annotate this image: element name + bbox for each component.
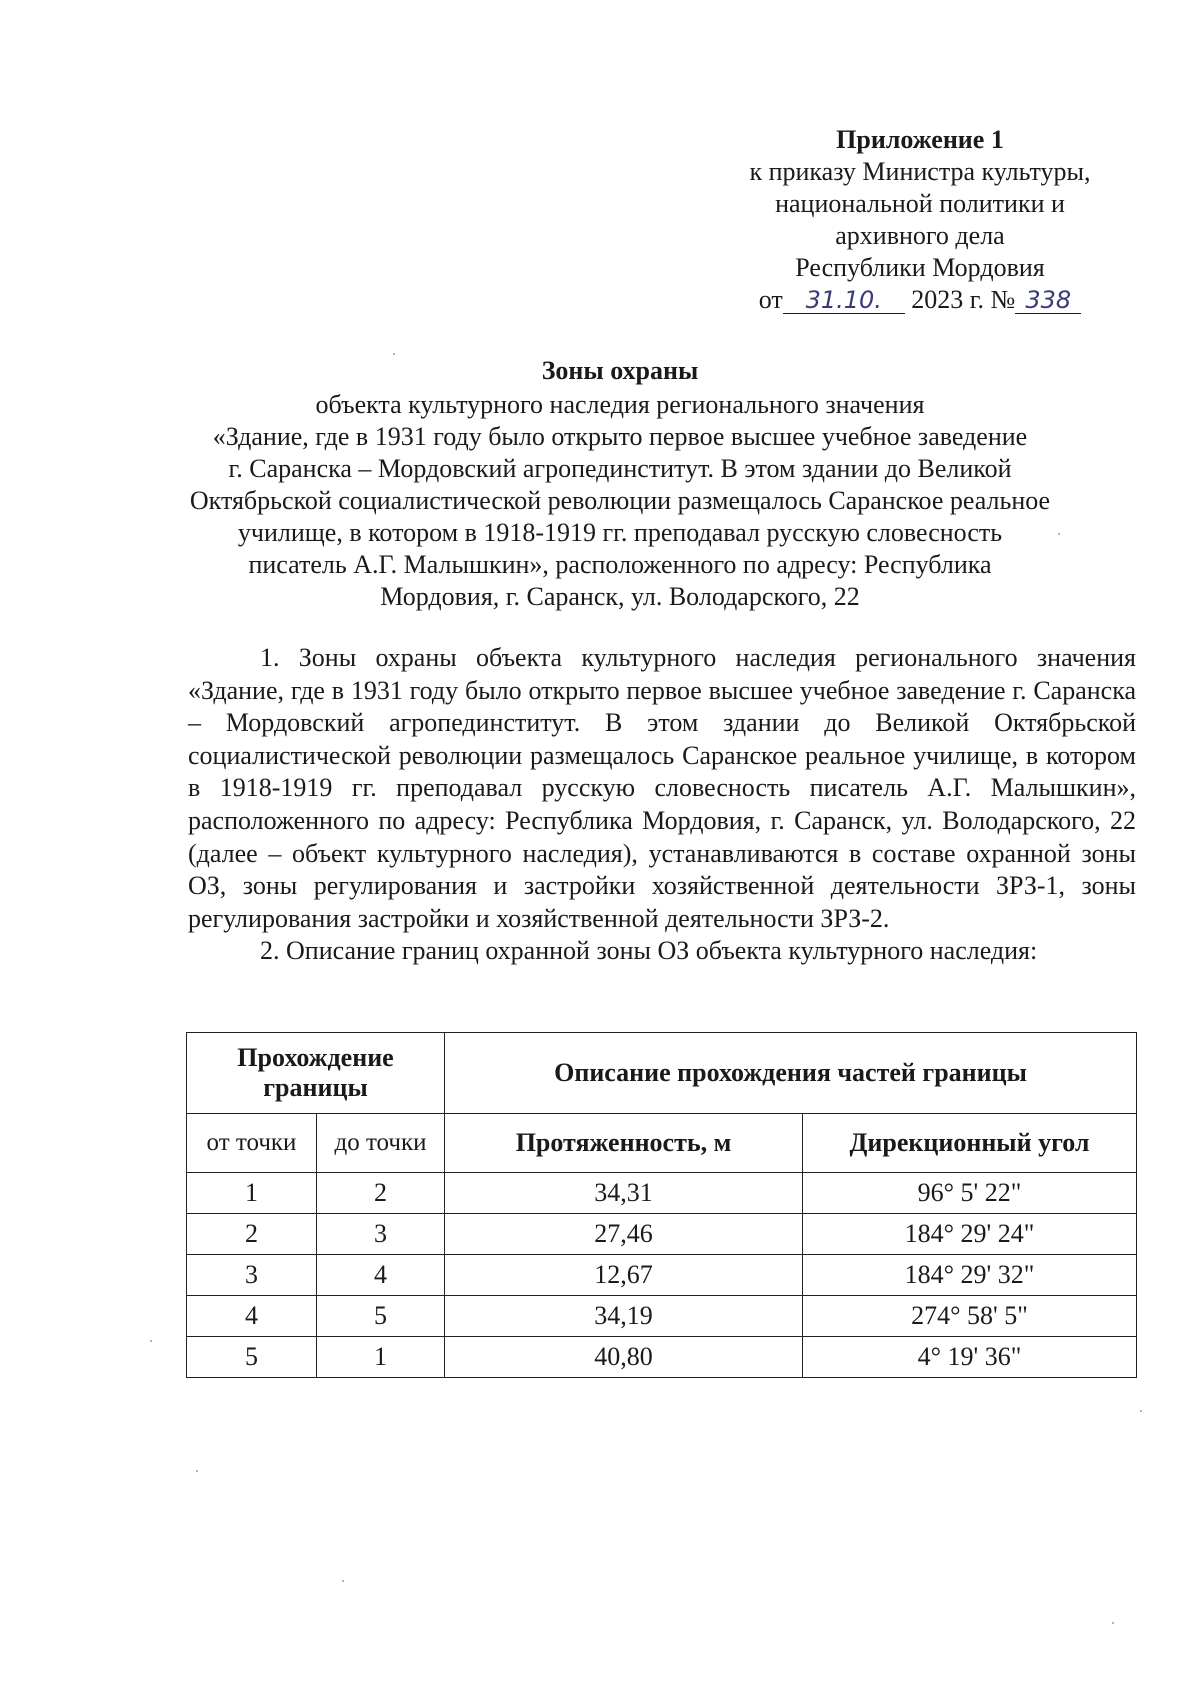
cell-to: 2: [317, 1173, 445, 1214]
cell-from: 1: [187, 1173, 317, 1214]
cell-to: 4: [317, 1255, 445, 1296]
subtitle-line: г. Саранска – Мордовский агропединститут. В этом здании до Великой: [228, 454, 1012, 483]
paragraph-1: 1. Зоны охраны объекта культурного наследия регионального значения «Здание, где в 1931 году было открыто первое высшее учебное заведение г. Саранска – Мордовский агропединститут. В этом здании до Великой Октябрьской социалистической революции размещалось Саранское реальное училище, в котором в 1918-1919 гг. преподавал русскую словесность писатель А.Г. Малышкин», расположенного по адресу: Республика Мордовия, г. Саранск, ул. Володарского, 22 (далее – объект культурного наследия), устанавливаются в составе охранной зоны ОЗ, зоны регулирования и застройки хозяйственной деятельности ЗРЗ-1, зоны регулирования застройки и хозяйственной деятельности ЗРЗ-2.: [188, 643, 1136, 933]
document-heading: [170, 355, 1070, 613]
cell-angle: 4° 19' 36": [803, 1337, 1137, 1378]
scan-speck: [196, 1470, 198, 1472]
scan-speck: [393, 353, 395, 355]
table-row: [187, 1214, 1137, 1255]
table-subheader-row: [187, 1114, 1137, 1173]
cell-to: 1: [317, 1337, 445, 1378]
cell-angle: 274° 58' 5": [803, 1296, 1137, 1337]
appendix-line: архивного дела: [835, 221, 1005, 250]
appendix-line: Республики Мордовия: [795, 253, 1045, 282]
cell-length: 12,67: [445, 1255, 803, 1296]
subtitle-line: писатель А.Г. Малышкин», расположенного по адресу: Республика: [248, 550, 992, 579]
boundary-table: [186, 1032, 1137, 1378]
header-to-point: до точки: [317, 1114, 445, 1173]
subtitle-line: Октябрьской социалистической революции размещалось Саранское реальное: [189, 486, 1051, 515]
table-header-row: [187, 1033, 1137, 1114]
cell-from: 5: [187, 1337, 317, 1378]
scan-speck: [1112, 1622, 1114, 1624]
appendix-title: Приложение 1: [836, 125, 1004, 154]
cell-length: 34,19: [445, 1296, 803, 1337]
handwritten-order-number: 338: [1015, 287, 1081, 314]
table-row: [187, 1173, 1137, 1214]
cell-to: 3: [317, 1214, 445, 1255]
cell-from: 2: [187, 1214, 317, 1255]
cell-from: 4: [187, 1296, 317, 1337]
appendix-header: [720, 124, 1120, 316]
subtitle-line: Мордовия, г. Саранск, ул. Володарского, 22: [380, 582, 860, 611]
table-row: [187, 1337, 1137, 1378]
appendix-line: национальной политики и: [775, 189, 1065, 218]
handwritten-date: 31.10.: [783, 287, 905, 314]
order-date-line: [720, 284, 1120, 316]
document-title: Зоны охраны: [541, 356, 699, 385]
subtitle-line: «Здание, где в 1931 году было открыто первое высшее учебное заведение: [212, 422, 1028, 451]
table-row: [187, 1255, 1137, 1296]
appendix-line: к приказу Министра культуры,: [749, 157, 1091, 186]
cell-to: 5: [317, 1296, 445, 1337]
order-year-label: 2023 г. №: [911, 285, 1016, 314]
header-length: Протяженность, м: [445, 1114, 803, 1173]
cell-from: 3: [187, 1255, 317, 1296]
document-body: [188, 642, 1136, 968]
header-passage: Прохождение границы: [187, 1033, 445, 1114]
cell-length: 40,80: [445, 1337, 803, 1378]
paragraph-2: 2. Описание границ охранной зоны ОЗ объекта культурного наследия:: [260, 936, 1038, 966]
cell-angle: 184° 29' 32": [803, 1255, 1137, 1296]
scan-speck: [150, 1340, 152, 1342]
cell-length: 27,46: [445, 1214, 803, 1255]
scan-speck: [1058, 533, 1060, 535]
header-description: Описание прохождения частей границы: [445, 1033, 1137, 1114]
cell-length: 34,31: [445, 1173, 803, 1214]
cell-angle: 184° 29' 24": [803, 1214, 1137, 1255]
header-from-point: от точки: [187, 1114, 317, 1173]
scan-speck: [342, 1580, 344, 1582]
date-prefix: от: [758, 285, 783, 314]
cell-angle: 96° 5' 22": [803, 1173, 1137, 1214]
table-row: [187, 1296, 1137, 1337]
scan-speck: [1140, 1410, 1142, 1412]
subtitle-line: объекта культурного наследия регионального значения: [315, 390, 925, 419]
header-angle: Дирекционный угол: [803, 1114, 1137, 1173]
subtitle-line: училище, в котором в 1918-1919 гг. преподавал русскую словесность: [237, 518, 1003, 547]
